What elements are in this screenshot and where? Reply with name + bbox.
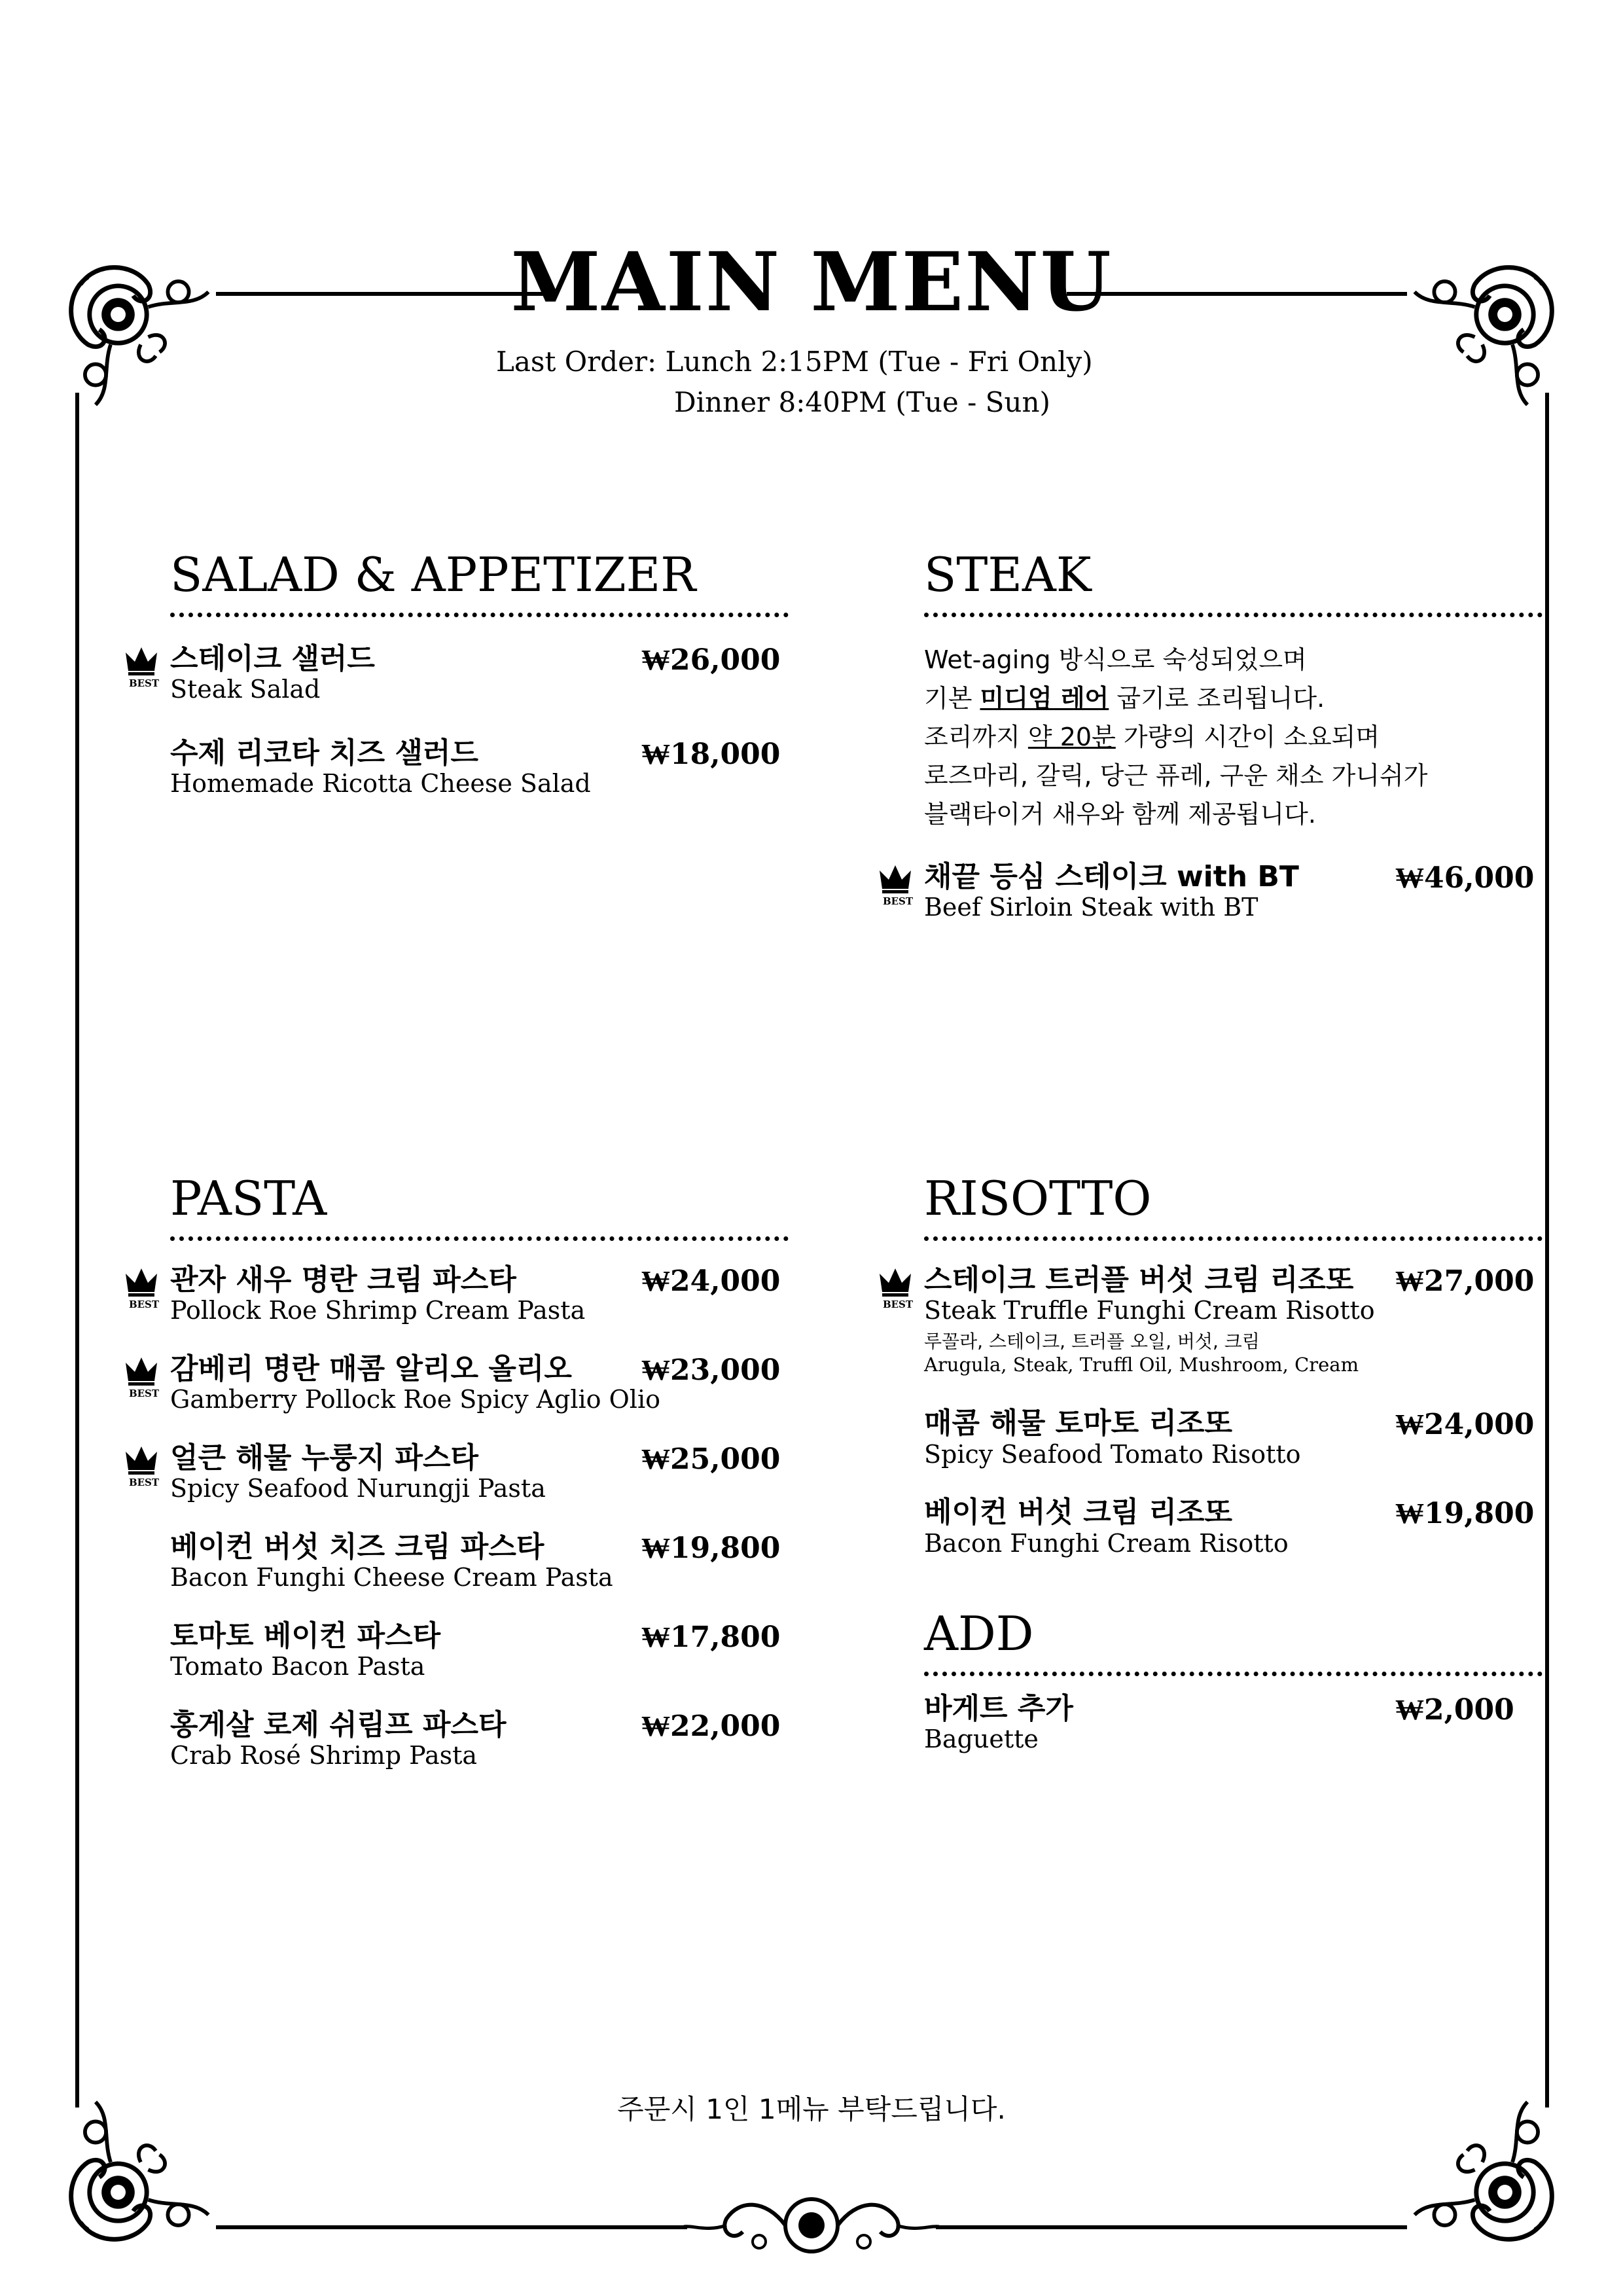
best-badge: BEST <box>128 677 160 689</box>
crown-icon <box>121 1354 167 1399</box>
frame-left-line <box>75 393 79 2108</box>
item-name-en: Spicy Seafood Nurungji Pasta <box>170 1474 546 1503</box>
steak-description <box>924 641 1543 834</box>
last-order-dinner: Dinner 8:40PM (Tue - Sun) <box>674 386 1050 418</box>
frame-bottom-line-left <box>216 2225 687 2229</box>
item-name-ko: 수제 리코타 치즈 샐러드 <box>170 736 478 770</box>
footer-note: 주문시 1인 1메뉴 부탁드립니다. <box>617 2093 1006 2125</box>
crown-icon <box>121 643 167 689</box>
section-title: ADD <box>924 1606 1034 1661</box>
item-ingredients-ko: 루꼴라, 스테이크, 트러플 오일, 버섯, 크림 <box>924 1330 1260 1352</box>
item-name-en: Spicy Seafood Tomato Risotto <box>924 1439 1301 1469</box>
item-price: ₩2,000 <box>1395 1693 1514 1727</box>
item-name-en: Tomato Bacon Pasta <box>170 1652 425 1681</box>
dotted-divider <box>924 613 1543 617</box>
steak-section <box>882 547 1543 923</box>
bottom-center-flourish-icon <box>681 2186 942 2265</box>
item-name-en: Steak Salad <box>170 675 321 704</box>
best-badge: BEST <box>128 1387 160 1399</box>
item-price: ₩22,000 <box>641 1709 781 1743</box>
item-name-en: Gamberry Pollock Roe Spicy Aglio Olio <box>170 1385 660 1414</box>
desc-text: 조리까지 <box>924 723 1028 751</box>
item-price: ₩27,000 <box>1395 1265 1535 1298</box>
crown-icon <box>121 1265 167 1310</box>
item-name-en: Crab Rosé Shrimp Pasta <box>170 1741 478 1770</box>
desc-text: 기본 <box>924 684 980 713</box>
desc-line <box>924 679 1543 718</box>
item-name-ko: 토마토 베이컨 파스타 <box>170 1619 441 1653</box>
desc-line: 블랙타이거 새우와 함께 제공됩니다. <box>924 800 1316 829</box>
menu-item <box>128 1441 789 1504</box>
section-title: SALAD & APPETIZER <box>170 547 696 602</box>
crown-icon <box>875 1265 921 1310</box>
crown-icon <box>875 861 921 907</box>
item-ingredients-en: Arugula, Steak, Truffl Oil, Mushroom, Cream <box>924 1354 1359 1376</box>
frame-bottom-line-right <box>936 2225 1407 2229</box>
pasta-section <box>128 1171 789 1771</box>
item-name-ko: 관자 새우 명란 크림 파스타 <box>170 1263 516 1297</box>
last-order-lunch: Last Order: Lunch 2:15PM (Tue - Fri Only) <box>496 346 1093 378</box>
item-name-ko: 스테이크 트러플 버섯 크림 리조또 <box>924 1263 1354 1297</box>
desc-line <box>924 718 1543 757</box>
item-name-en: Baguette <box>924 1725 1039 1754</box>
best-badge: BEST <box>128 1476 160 1488</box>
item-name-ko: 채끝 등심 스테이크 with BT <box>924 860 1299 893</box>
dotted-divider <box>170 1236 789 1241</box>
item-name-ko: 베이컨 버섯 크림 리조또 <box>924 1496 1232 1530</box>
item-name-ko: 매콤 해물 토마토 리조또 <box>924 1407 1232 1441</box>
best-badge: BEST <box>882 895 914 907</box>
salad-section <box>128 547 789 799</box>
menu-item <box>170 738 789 799</box>
item-price: ₩23,000 <box>641 1353 781 1387</box>
menu-item <box>924 1497 1543 1558</box>
item-price: ₩24,000 <box>1395 1408 1535 1442</box>
item-name-ko: 홍게살 로제 쉬림프 파스타 <box>170 1708 507 1742</box>
item-name-en: Pollock Roe Shrimp Cream Pasta <box>170 1296 586 1325</box>
risotto-section <box>882 1171 1543 1558</box>
dotted-divider <box>924 1236 1543 1241</box>
menu-item <box>170 1532 789 1593</box>
desc-text: 굽기로 조리됩니다. <box>1109 684 1325 713</box>
desc-line: 로즈마리, 갈릭, 당근 퓨레, 구운 채소 가니쉬가 <box>924 761 1428 790</box>
item-price: ₩18,000 <box>641 737 781 771</box>
add-section <box>924 1606 1543 1755</box>
item-name-en: Steak Truffle Funghi Cream Risotto <box>924 1296 1375 1325</box>
crown-icon <box>121 1443 167 1488</box>
item-price: ₩26,000 <box>641 643 781 677</box>
item-name-en: Beef Sirloin Steak with BT <box>924 893 1258 922</box>
item-name-en: Homemade Ricotta Cheese Salad <box>170 769 591 798</box>
menu-item <box>882 860 1543 923</box>
item-name-ko: 베이컨 버섯 치즈 크림 파스타 <box>170 1530 544 1564</box>
item-price: ₩17,800 <box>641 1620 781 1654</box>
item-price: ₩19,800 <box>1395 1497 1535 1531</box>
item-price: ₩24,000 <box>641 1265 781 1298</box>
item-price: ₩19,800 <box>641 1531 781 1565</box>
desc-emphasis: 미디엄 레어 <box>980 684 1109 713</box>
menu-item <box>924 1408 1543 1469</box>
frame-right-line <box>1545 393 1549 2108</box>
item-price: ₩46,000 <box>1395 861 1535 895</box>
item-name-ko: 얼큰 해물 누룽지 파스타 <box>170 1441 478 1475</box>
item-price: ₩25,000 <box>641 1442 781 1476</box>
section-title: STEAK <box>924 547 1092 602</box>
desc-line: Wet-aging 방식으로 숙성되었으며 <box>924 645 1307 674</box>
best-badge: BEST <box>882 1299 914 1310</box>
menu-item <box>128 1352 789 1415</box>
best-badge: BEST <box>128 1299 160 1310</box>
dotted-divider <box>924 1672 1543 1676</box>
section-title: RISOTTO <box>924 1171 1152 1226</box>
page-title: MAIN MENU <box>510 235 1113 330</box>
item-name-en: Bacon Funghi Cream Risotto <box>924 1528 1289 1558</box>
menu-item <box>882 1263 1543 1376</box>
item-name-ko: 바게트 추가 <box>924 1692 1073 1725</box>
desc-emphasis: 약 20분 <box>1027 723 1116 751</box>
menu-item <box>128 642 789 705</box>
menu-item <box>170 1710 789 1771</box>
section-title: PASTA <box>170 1171 327 1226</box>
dotted-divider <box>170 613 789 617</box>
menu-item <box>128 1263 789 1326</box>
menu-item <box>170 1621 789 1682</box>
item-name-ko: 감베리 명란 매콤 알리오 올리오 <box>170 1352 572 1386</box>
item-name-en: Bacon Funghi Cheese Cream Pasta <box>170 1563 613 1592</box>
item-name-ko: 스테이크 샐러드 <box>170 642 375 675</box>
desc-text: 가량의 시간이 소요되며 <box>1115 723 1380 751</box>
menu-item <box>924 1693 1543 1755</box>
